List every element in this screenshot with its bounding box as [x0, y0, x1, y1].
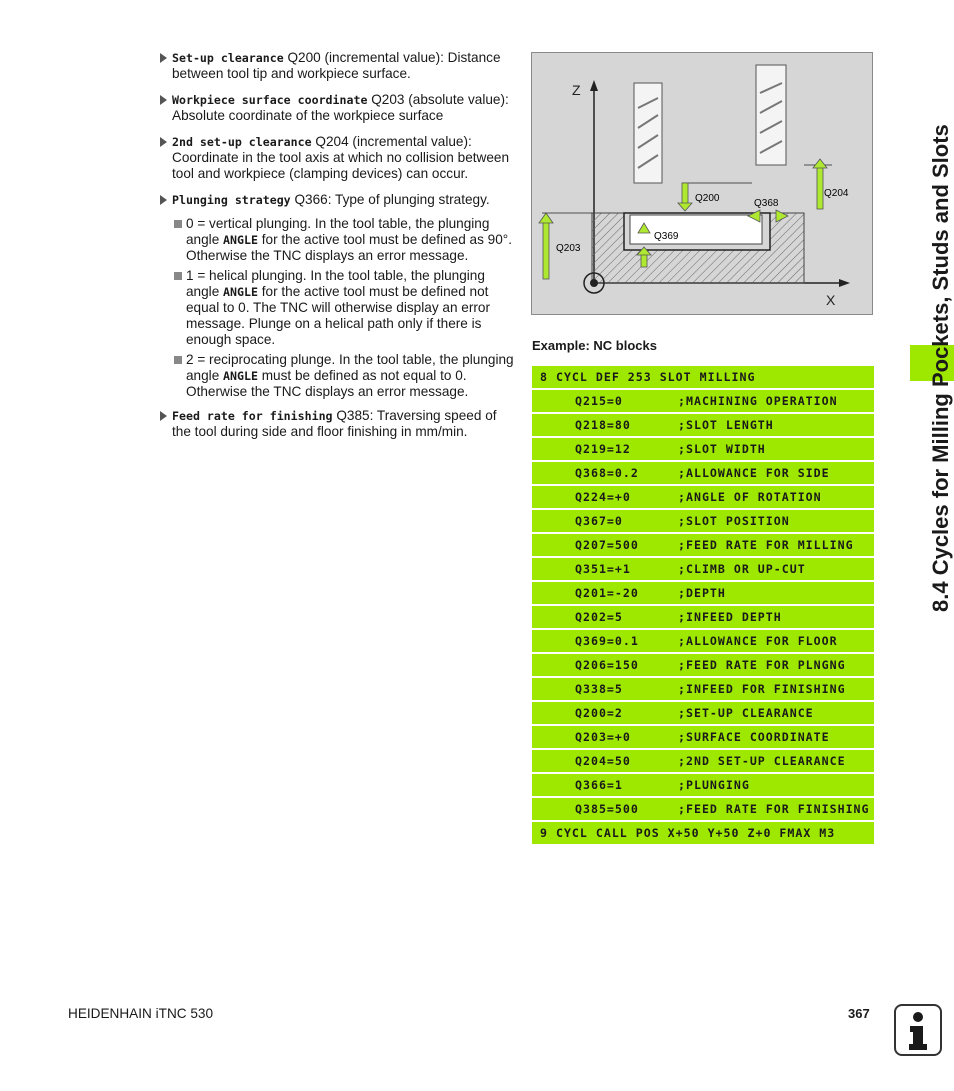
bullet-arrow-icon	[160, 195, 167, 205]
label-q369: Q369	[654, 231, 679, 242]
bullet-square-icon	[174, 356, 182, 364]
nc-code: Q200=2	[575, 706, 623, 720]
nc-comment: ;SURFACE COORDINATE	[678, 730, 830, 744]
parameter-descriptions	[159, 50, 515, 450]
x-axis-label: X	[826, 292, 836, 308]
param-desc: Q200 (incremental value): Distance between tool tip and workpiece surface.	[172, 50, 501, 81]
nc-code: Q367=0	[575, 514, 623, 528]
bullet-square-icon	[174, 220, 182, 228]
nc-row	[532, 654, 874, 676]
nc-comment: ;ANGLE OF ROTATION	[678, 490, 822, 504]
bullet-arrow-icon	[160, 95, 167, 105]
nc-row	[532, 414, 874, 436]
keyword-angle: ANGLE	[223, 369, 258, 383]
z-axis-label: Z	[572, 82, 581, 98]
strategy-item	[159, 352, 515, 400]
nc-line: 9 CYCL CALL POS X+50 Y+50 Z+0 FMAX M3	[540, 826, 836, 840]
nc-comment: ;DEPTH	[678, 586, 726, 600]
nc-code: Q204=50	[575, 754, 631, 768]
end-mill-tool-left	[634, 83, 662, 183]
nc-row	[532, 630, 874, 652]
info-glyph-icon	[896, 1006, 940, 1054]
label-q204: Q204	[824, 188, 849, 199]
param-name: Workpiece surface coordinate	[172, 93, 368, 107]
nc-code: Q203=+0	[575, 730, 631, 744]
diagram-svg	[532, 53, 872, 314]
info-icon	[894, 1004, 942, 1056]
param-desc: Q204 (incremental value): Coordinate in the tool axis at which no collision between tool and workpiece (clamping devices) can occur.	[172, 134, 510, 181]
param-desc: Q385: Traversing speed of the tool during side and floor finishing in mm/min.	[172, 408, 497, 439]
strategy-item	[159, 216, 515, 264]
nc-row	[532, 438, 874, 460]
nc-row	[532, 534, 874, 556]
nc-row	[532, 486, 874, 508]
section-side-title: 8.4 Cycles for Milling Pockets, Studs and Slots	[928, 124, 953, 612]
nc-comment: ;2ND SET-UP CLEARANCE	[678, 754, 846, 768]
nc-comment: ;CLIMB OR UP-CUT	[678, 562, 806, 576]
nc-row	[532, 798, 874, 820]
end-mill-tool-right	[756, 65, 786, 165]
nc-comment: ;INFEED DEPTH	[678, 610, 782, 624]
nc-code: Q207=500	[575, 538, 639, 552]
nc-row	[532, 390, 874, 412]
nc-comment: ;FEED RATE FOR PLNGNG	[678, 658, 846, 672]
q200-arrow-icon	[682, 183, 688, 205]
nc-comment: ;FEED RATE FOR FINISHING	[678, 802, 870, 816]
nc-row	[532, 702, 874, 724]
nc-code: Q351=+1	[575, 562, 631, 576]
nc-row	[532, 558, 874, 580]
nc-comment: ;SLOT LENGTH	[678, 418, 774, 432]
nc-code: Q385=500	[575, 802, 639, 816]
bullet-arrow-icon	[160, 411, 167, 421]
bullet-square-icon	[174, 272, 182, 280]
nc-comment: ;PLUNGING	[678, 778, 750, 792]
nc-code: Q224=+0	[575, 490, 631, 504]
finished-slot-outline	[630, 215, 762, 244]
nc-row	[532, 510, 874, 532]
page-number: 367	[848, 1006, 870, 1021]
label-q203: Q203	[556, 243, 581, 254]
strategy-text: 2 = reciprocating plunge. In the tool table, the plunging angle	[186, 352, 514, 383]
nc-row	[532, 678, 874, 700]
nc-code: Q215=0	[575, 394, 623, 408]
param-surface-coordinate	[159, 92, 515, 124]
nc-row	[532, 582, 874, 604]
keyword-angle: ANGLE	[223, 285, 258, 299]
nc-code: Q369=0.1	[575, 634, 639, 648]
nc-comment: ;INFEED FOR FINISHING	[678, 682, 846, 696]
datum-center-icon	[590, 279, 598, 287]
label-q368: Q368	[754, 198, 779, 209]
param-plunging-strategy	[159, 192, 515, 208]
nc-code: Q206=150	[575, 658, 639, 672]
q204-arrow-icon	[817, 165, 823, 209]
nc-code: Q201=-20	[575, 586, 639, 600]
z-axis-arrow-icon	[590, 80, 598, 91]
nc-row	[532, 462, 874, 484]
nc-comment: ;ALLOWANCE FOR SIDE	[678, 466, 830, 480]
x-axis-arrow-icon	[839, 279, 850, 287]
param-name: 2nd set-up clearance	[172, 135, 312, 149]
q203-arrow-icon	[543, 219, 549, 279]
example-title: Example: NC blocks	[532, 338, 657, 353]
nc-code: Q218=80	[575, 418, 631, 432]
nc-code: Q368=0.2	[575, 466, 639, 480]
nc-row	[532, 726, 874, 748]
param-desc: Q203 (absolute value): Absolute coordinate of the workpiece surface	[172, 92, 509, 123]
param-name: Feed rate for finishing	[172, 409, 333, 423]
nc-comment: ;ALLOWANCE FOR FLOOR	[678, 634, 838, 648]
bullet-arrow-icon	[160, 137, 167, 147]
nc-comment: ;SLOT WIDTH	[678, 442, 766, 456]
nc-comment: ;SET-UP CLEARANCE	[678, 706, 814, 720]
strategy-text: for the active tool must be defined as 90°. Otherwise the TNC displays an error message.	[186, 232, 512, 263]
strategy-text: must be defined as not equal to 0. Otherwise the TNC displays an error message.	[186, 368, 469, 399]
param-name: Set-up clearance	[172, 51, 284, 65]
nc-row	[532, 606, 874, 628]
param-name: Plunging strategy	[172, 193, 291, 207]
nc-comment: ;MACHINING OPERATION	[678, 394, 838, 408]
nc-row	[532, 774, 874, 796]
strategy-text: for the active tool must be defined not equal to 0. The TNC will otherwise display an error message. Plunge on a helical path only if there is enough space.	[186, 284, 490, 347]
param-feed-rate-finishing	[159, 408, 515, 440]
nc-row	[532, 750, 874, 772]
footer-product: HEIDENHAIN iTNC 530	[68, 1006, 214, 1021]
slot-milling-diagram	[531, 52, 873, 315]
strategy-item	[159, 268, 515, 348]
nc-row-first	[532, 366, 874, 388]
nc-comment: ;FEED RATE FOR MILLING	[678, 538, 854, 552]
nc-blocks	[532, 366, 874, 846]
strategy-text: 0 = vertical plunging. In the tool table, the plunging angle	[186, 216, 490, 247]
nc-code: Q338=5	[575, 682, 623, 696]
nc-code: Q366=1	[575, 778, 623, 792]
strategy-text: 1 = helical plunging. In the tool table, the plunging angle	[186, 268, 485, 299]
nc-code: Q219=12	[575, 442, 631, 456]
param-set-up-clearance	[159, 50, 515, 82]
nc-code: Q202=5	[575, 610, 623, 624]
nc-line: 8 CYCL DEF 253 SLOT MILLING	[540, 370, 756, 384]
nc-comment: ;SLOT POSITION	[678, 514, 790, 528]
bullet-arrow-icon	[160, 53, 167, 63]
param-desc: Q366: Type of plunging strategy.	[294, 192, 490, 207]
nc-row-last	[532, 822, 874, 844]
keyword-angle: ANGLE	[223, 233, 258, 247]
label-q200: Q200	[695, 193, 720, 204]
param-2nd-set-up-clearance	[159, 134, 515, 182]
